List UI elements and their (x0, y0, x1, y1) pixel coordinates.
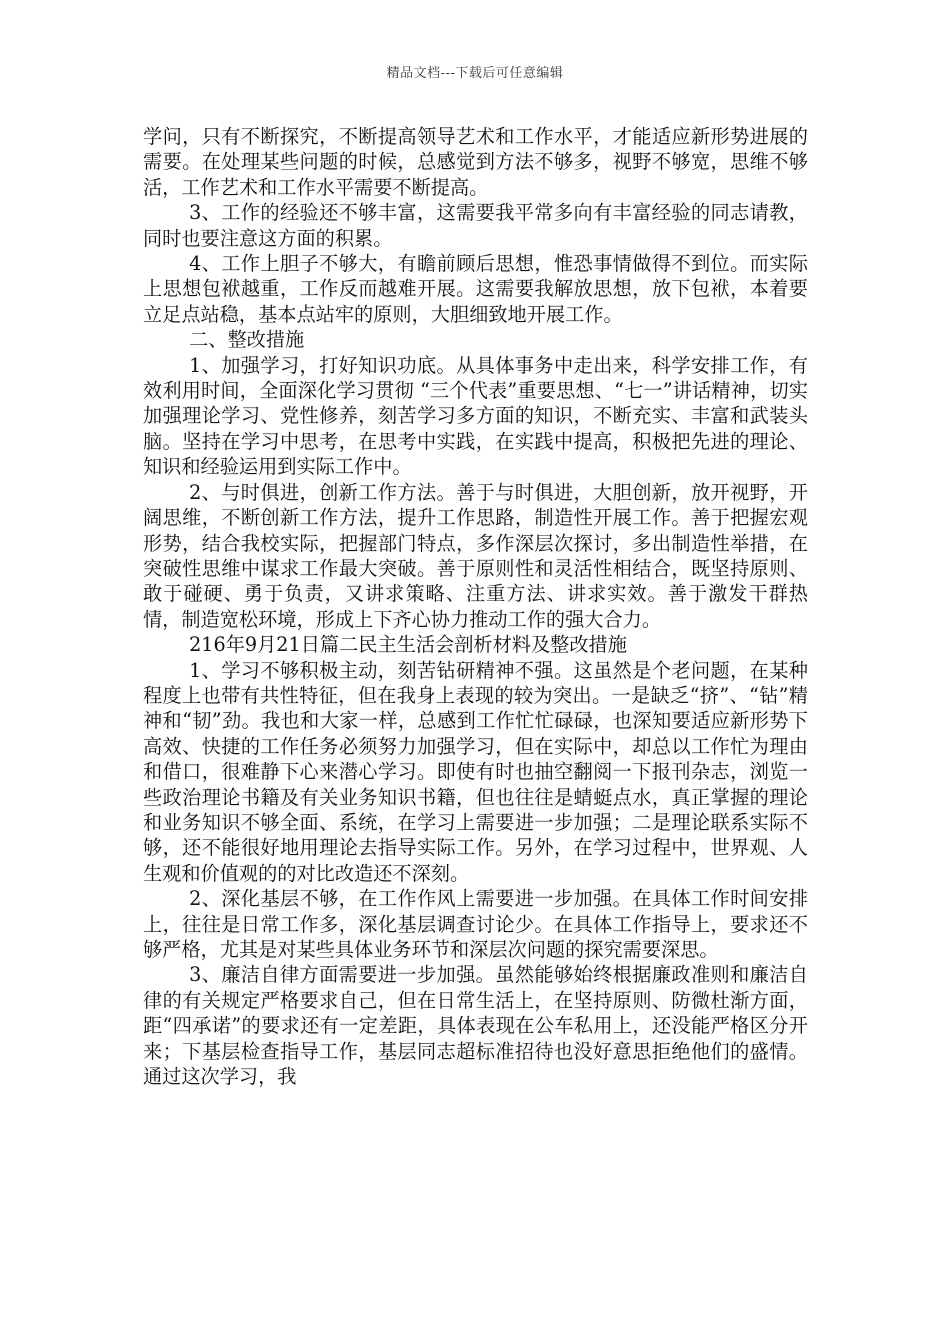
paragraph: 3、工作的经验还不够丰富，这需要我平常多向有丰富经验的同志请教，同时也要注意这方面的积累。 (143, 201, 808, 250)
paragraph: 4、工作上胆子不够大，有瞻前顾后思想，惟恐事情做得不到位。而实际上思想包袱越重，工作反而越难开展。这需要我解放思想，放下包袱，本着要立足点站稳，基本点站牢的原则，大胆细致地开展工作。 (143, 252, 808, 326)
paragraph: 1、学习不够积极主动，刻苦钻研精神不强。这虽然是个老问题，在某种程度上也带有共性特征，但在我身上表现的较为突出。一是缺乏“挤”、“钻”精神和“韧”劲。我也和大家一样，总感到工作忙忙碌碌，也深知要适应新形势下高效、快捷的工作任务必须努力加强学习，但在实际中，却总以工作忙为理由和借口，很难静下心来潜心学习。即使有时也抽空翻阅一下报刊杂志，浏览一些政治理论书籍及有关业务知识书籍，但也往往是蜻蜓点水，真正掌握的理论和业务知识不够全面、系统，在学习上需要进一步加强；二是理论联系实际不够，还不能很好地用理论去指导实际工作。另外，在学习过程中，世界观、人生观和价值观的的对比改造还不深刻。 (143, 658, 808, 885)
paragraph: 3、廉洁自律方面需要进一步加强。虽然能够始终根据廉政准则和廉洁自律的有关规定严格要求自己，但在日常生活上，在坚持原则、防微杜渐方面，距“四承诺”的要求还有一定差距，具体表现在公车私用上，还没能严格区分开来；下基层检查指导工作，基层同志超标准招待也没好意思拒绝他们的盛情。通过这次学习，我 (143, 963, 808, 1089)
section-title: 216年9月21日篇二民主生活会剖析材料及整改措施 (189, 633, 627, 657)
paragraph: 学问，只有不断探究，不断提高领导艺术和工作水平，才能适应新形势进展的需要。在处理某些问题的时候，总感觉到方法不够多，视野不够宽，思维不够活，工作艺术和工作水平需要不断提高。 (143, 125, 808, 199)
document-body (143, 124, 808, 1089)
section-heading: 二、整改措施 (189, 328, 305, 352)
page-header: 精品文档---下载后可任意编辑 (386, 66, 564, 81)
paragraph: 2、与时俱进，创新工作方法。善于与时俱进，大胆创新，放开视野，开阔思维，不断创新工作方法，提升工作思路，制造性开展工作。善于把握宏观形势，结合我校实际，把握部门特点，多作深层次探讨，多出制造性举措，在突破性思维中谋求工作最大突破。善于原则性和灵活性相结合，既坚持原则、敢于碰硬、勇于负责，又讲求策略、注重方法、讲求实效。善于激发干群热情，制造宽松环境，形成上下齐心协力推动工作的强大合力。 (143, 480, 808, 631)
paragraph: 2、深化基层不够，在工作作风上需要进一步加强。在具体工作时间安排上，往往是日常工作多，深化基层调查讨论少。在具体工作指导上，要求还不够严格，尤其是对某些具体业务环节和深层次问题的探究需要深思。 (143, 887, 808, 961)
paragraph: 1、加强学习，打好知识功底。从具体事务中走出来，科学安排工作，有效利用时间，全面深化学习贯彻 “三个代表”重要思想、“七一”讲话精神，切实加强理论学习、党性修养，刻苦学习多方面的知识，不断充实、丰富和武装头脑。坚持在学习中思考，在思考中实践，在实践中提高，积极把先进的理论、知识和经验运用到实际工作中。 (143, 353, 808, 479)
